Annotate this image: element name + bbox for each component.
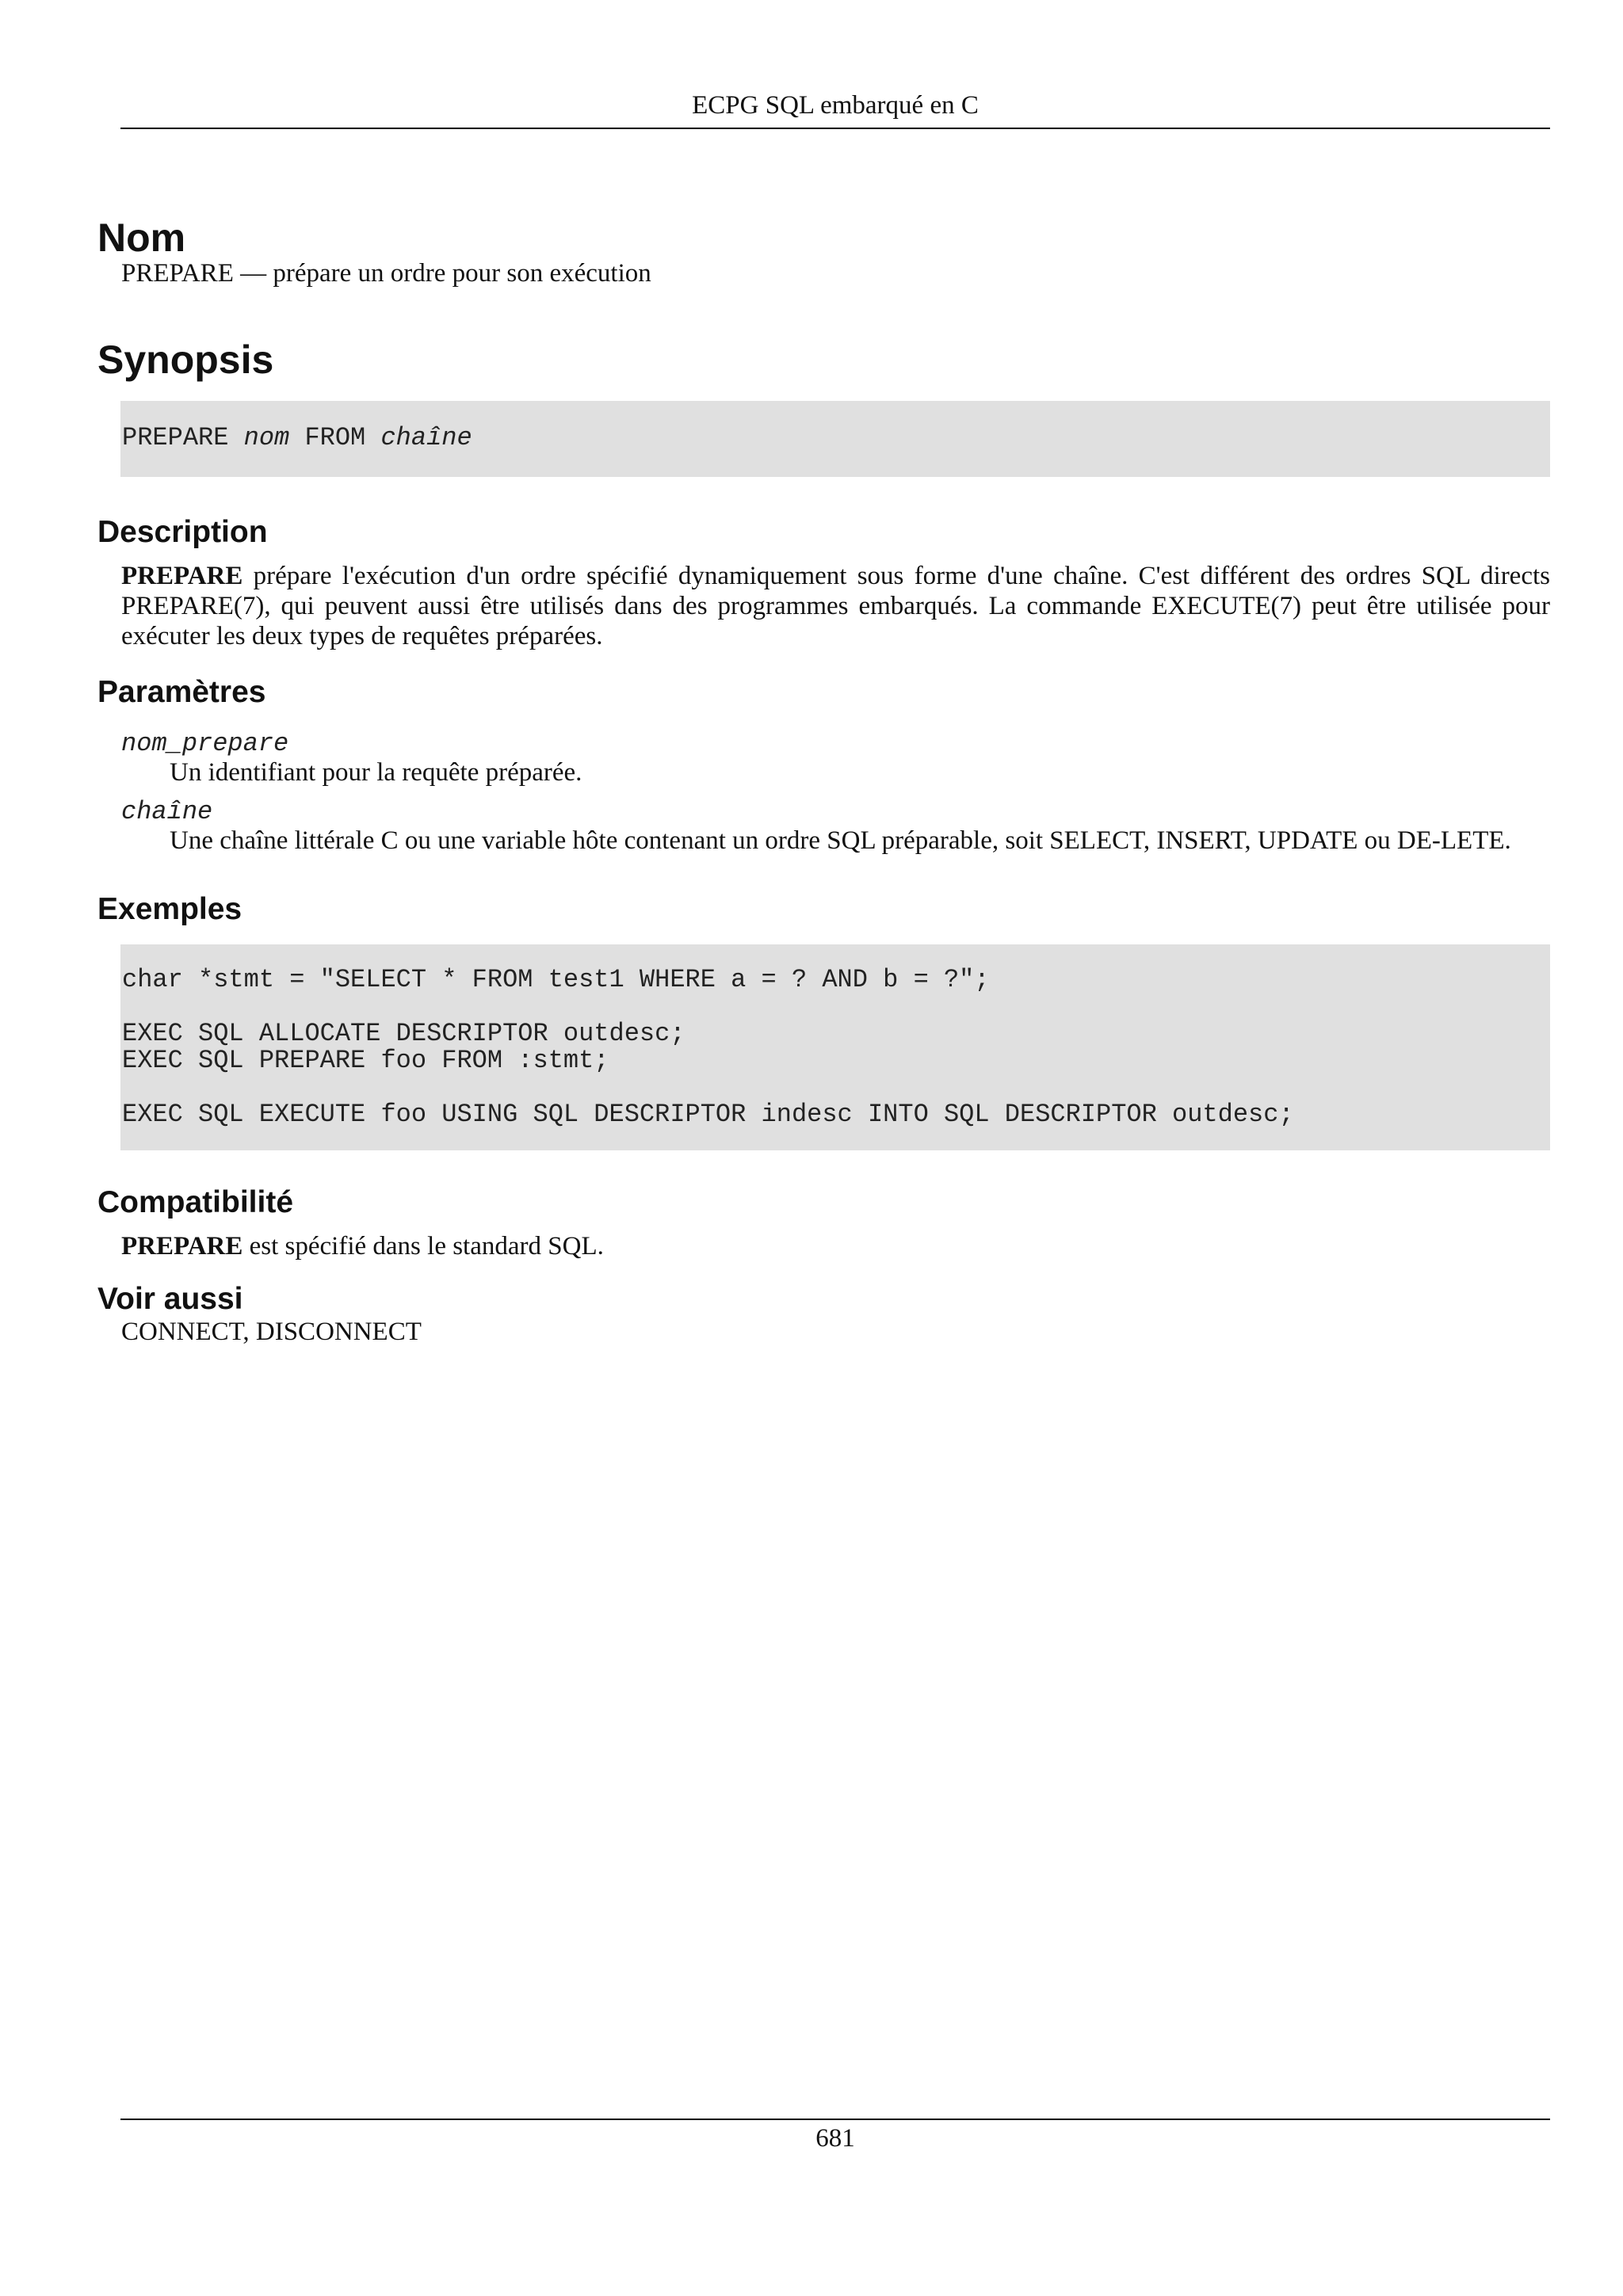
param-term-nom-prepare: nom_prepare	[121, 729, 289, 758]
description-text	[121, 561, 1550, 651]
param-definition-nom-prepare: Un identifiant pour la requête préparée.	[170, 758, 582, 787]
synopsis-param-nom: nom	[243, 423, 290, 452]
synopsis-heading: Synopsis	[97, 338, 274, 382]
compatibilite-body: est spécifié dans le standard SQL.	[242, 1232, 604, 1261]
description-body: prépare l'exécution d'un ordre spécifié dynamiquement sous forme d'une chaîne. C'est différent des ordres SQL directs PREPARE(7), qui peuvent aussi être utilisés dans des programmes embarqués. La commande EXECUTE(7) peut être utilisée pour exécuter les deux types de requêtes préparées.	[121, 562, 1550, 650]
code-line: EXEC SQL ALLOCATE DESCRIPTOR outdesc;	[122, 1019, 685, 1048]
compatibilite-bold-term: PREPARE	[121, 1232, 243, 1261]
nom-text: PREPARE — prépare un ordre pour son exécution	[121, 259, 651, 288]
page-content	[97, 214, 1550, 1347]
voir-aussi-heading: Voir aussi	[97, 1282, 243, 1316]
parametres-list	[97, 730, 1550, 856]
synopsis-keyword-prepare: PREPARE	[122, 423, 229, 452]
nom-heading: Nom	[97, 215, 186, 260]
param-term-chaine: chaîne	[121, 797, 213, 826]
description-heading: Description	[97, 515, 268, 549]
code-blank-line	[122, 994, 1550, 1020]
param-definition-chaine: Une chaîne littérale C ou une variable hôte contenant un ordre SQL préparable, soit SELECT, INSERT, UPDATE ou DE-LETE.	[170, 826, 1511, 855]
code-blank-line	[122, 1074, 1550, 1101]
synopsis-param-chaine: chaîne	[380, 423, 472, 452]
exemples-heading: Exemples	[97, 892, 242, 926]
page-number: 681	[815, 2124, 855, 2153]
compatibilite-heading: Compatibilité	[97, 1185, 294, 1219]
header-rule	[120, 128, 1550, 129]
code-line: EXEC SQL PREPARE foo FROM :stmt;	[122, 1046, 609, 1075]
description-bold-term: PREPARE	[121, 562, 243, 590]
synopsis-code-block	[120, 401, 1550, 477]
exemples-code-block	[120, 944, 1550, 1150]
voir-aussi-text: CONNECT, DISCONNECT	[121, 1318, 422, 1346]
code-line: EXEC SQL EXECUTE foo USING SQL DESCRIPTOR indesc INTO SQL DESCRIPTOR outdesc;	[122, 1100, 1294, 1129]
synopsis-keyword-from: FROM	[304, 423, 366, 452]
running-header: ECPG SQL embarqué en C	[692, 91, 979, 120]
compatibilite-text	[121, 1231, 1550, 1261]
code-line: char *stmt = "SELECT * FROM test1 WHERE a = ? AND b = ?";	[122, 965, 990, 994]
parametres-heading: Paramètres	[97, 675, 266, 709]
